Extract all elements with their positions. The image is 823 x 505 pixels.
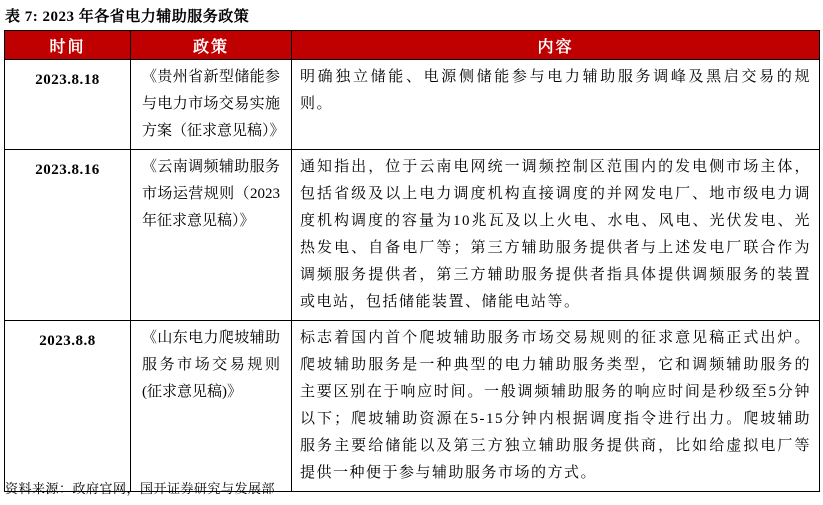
column-header-content: 内容: [292, 31, 820, 60]
source-note: 资料来源：政府官网，国开证券研究与发展部: [5, 481, 276, 496]
table-header-row: [5, 31, 820, 60]
cell-time: 2023.8.18: [5, 60, 131, 150]
cell-time: 2023.8.16: [5, 150, 131, 321]
policy-table: [4, 30, 820, 492]
cell-content: 通知指出，位于云南电网统一调频控制区范围内的发电侧市场主体，包括省级及以上电力调度机构直接调度的并网发电厂、地市级电力调度机构调度的容量为10兆瓦及以上火电、水电、风电、光伏发电、光热发电、自备电厂等；第三方辅助服务提供者与上述发电厂联合作为调频服务提供者，第三方辅助服务提供者指具体提供调频服务的装置或电站，包括储能装置、储能电站等。: [292, 150, 820, 321]
table-row: [5, 60, 820, 150]
cell-policy: 《贵州省新型储能参与电力市场交易实施方案（征求意见稿）》: [131, 60, 292, 150]
table-title: 表 7: 2023 年各省电力辅助服务政策: [5, 9, 250, 25]
cell-policy: 《山东电力爬坡辅助服务市场交易规则 (征求意见稿)》: [131, 321, 292, 492]
cell-content: 标志着国内首个爬坡辅助服务市场交易规则的征求意见稿正式出炉。爬坡辅助服务是一种典型的电力辅助服务类型，它和调频辅助服务的主要区别在于响应时间。一般调频辅助服务的响应时间是秒级至5分钟以下；爬坡辅助资源在5-15分钟内根据调度指令进行出力。爬坡辅助服务主要给储能以及第三方独立辅助服务提供商，比如给虚拟电厂等提供一种便于参与辅助服务市场的方式。: [292, 321, 820, 492]
cell-policy: 《云南调频辅助服务市场运营规则（2023年征求意见稿）》: [131, 150, 292, 321]
table-row: [5, 150, 820, 321]
cell-content: 明确独立储能、电源侧储能参与电力辅助服务调峰及黑启交易的规则。: [292, 60, 820, 150]
column-header-time: 时间: [5, 31, 131, 60]
table-row: [5, 321, 820, 492]
cell-time: 2023.8.8: [5, 321, 131, 492]
column-header-policy: 政策: [131, 31, 292, 60]
